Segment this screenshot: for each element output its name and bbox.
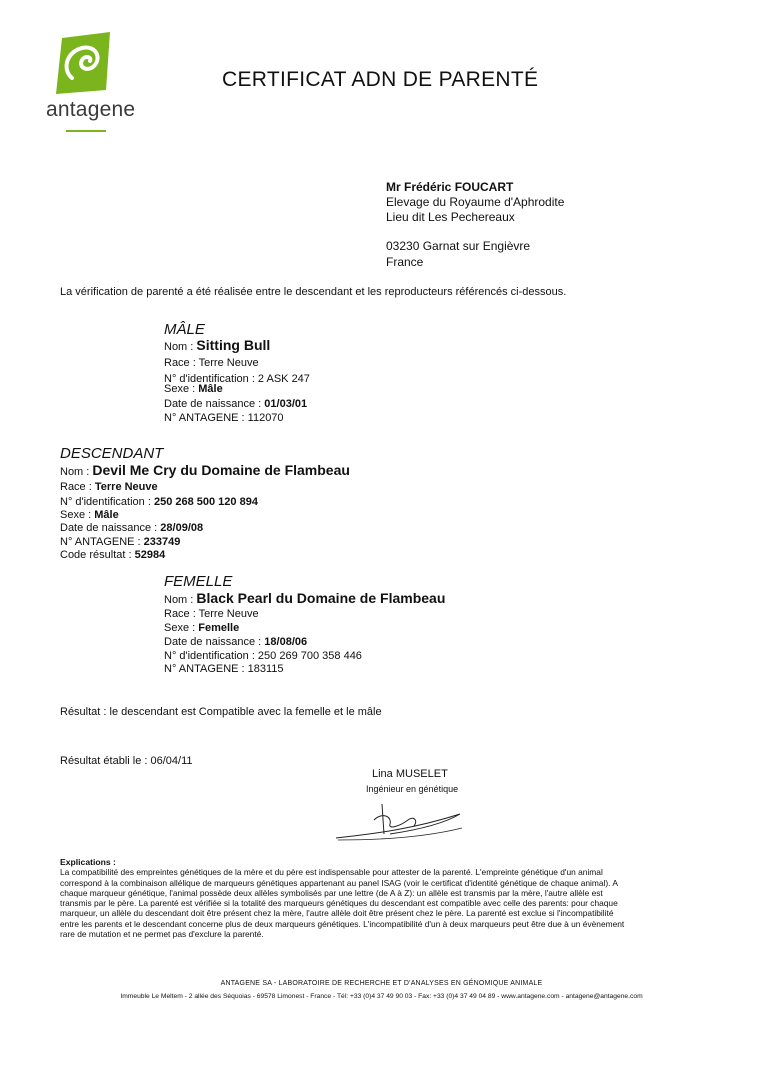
recipient-line3: 03230 Garnat sur Engièvre	[386, 239, 531, 253]
descendant-name-row	[60, 462, 350, 480]
signer-role: Ingénieur en génétique	[366, 784, 459, 794]
female-race: Race : Terre Neuve	[164, 608, 259, 620]
female-antagene: N° ANTAGENE : 183115	[164, 663, 284, 675]
explanations-line: chaque marqueur génétique, l'animal possède deux allèles symbolisés par une lettre (de A à Z): un allèle est transmis par la mère, l'autre allèle est	[60, 887, 603, 898]
male-race: Race : Terre Neuve	[164, 357, 259, 369]
male-name-row	[164, 337, 270, 355]
descendant-race-label: Race :	[60, 481, 92, 493]
male-ident: N° d'identification : 2 ASK 247	[164, 373, 310, 385]
recipient-line2: Lieu dit Les Pechereaux	[386, 210, 515, 224]
logo-wordmark	[46, 98, 135, 122]
female-name: Black Pearl du Domaine de Flambeau	[196, 590, 446, 606]
female-dob: 18/08/06	[264, 636, 308, 648]
descendant-race: Terre Neuve	[94, 481, 158, 493]
logo-text-suffix: gene	[87, 98, 136, 121]
explanations-line: La compatibilité des empreintes génétiques de la mère et du père est indispensable pour attester de la parenté. L'empreinte génétique d'un animal	[60, 867, 603, 878]
male-antagene: N° ANTAGENE : 112070	[164, 412, 284, 424]
descendant-sexe-label: Sexe :	[60, 509, 92, 521]
footer-address: Immeuble Le Meltem - 2 allée des Séquoias - 69578 Limonest - France - Tél: +33 (0)4 37 49 90 03 - Fax: +33 (0)4 37 49 04 89 - www.antagene.com - antagene@antagene.com	[120, 993, 643, 1000]
explanations-line: transmis par le père. La parenté est vérifiée si la totalité des marqueurs génétiques du descendant est compatible avec celle des parents: pour chaque	[60, 898, 618, 909]
result-text: Résultat : le descendant est Compatible avec la femelle et le mâle	[60, 706, 382, 718]
signature-icon	[330, 790, 470, 850]
descendant-race-row	[60, 479, 158, 495]
explanations-block	[60, 857, 700, 939]
male-name: Sitting Bull	[196, 337, 271, 353]
logo-text-prefix: anta	[46, 98, 88, 121]
descendant-dob-label: Date de naissance :	[60, 522, 158, 534]
female-sexe-label: Sexe :	[164, 622, 196, 634]
antagene-logo	[38, 30, 138, 140]
explanations-line: marqueur, un allèle du descendant doit être présent chez la mère, l'autre allèle doit être présent chez le père. La parenté est exclue si l'incompatibilité	[60, 908, 614, 919]
descendant-code-label: Code résultat :	[60, 549, 132, 561]
female-name-label: Nom :	[164, 594, 194, 606]
male-sexe: Mâle	[198, 383, 223, 395]
descendant-name-label: Nom :	[60, 466, 90, 478]
recipient-line1: Elevage du Royaume d'Aphrodite	[386, 195, 565, 209]
intro-text: La vérification de parenté a été réalisée entre le descendant et les reproducteurs référencés ci-dessous.	[60, 286, 567, 298]
signer-name: Lina MUSELET	[372, 768, 448, 780]
explanations-title: Explications :	[60, 857, 116, 867]
descendant-name: Devil Me Cry du Domaine de Flambeau	[92, 462, 350, 478]
descendant-antagene: 233749	[143, 536, 181, 548]
explanations-line: rare de mutation et ne permet pas d'exclure la parenté.	[60, 929, 264, 940]
footer-company: ANTAGENE SA - LABORATOIRE DE RECHERCHE ET D'ANALYSES EN GÉNOMIQUE ANIMALE	[220, 980, 543, 987]
male-sexe-label: Sexe :	[164, 383, 196, 395]
male-name-label: Nom :	[164, 341, 194, 353]
logo-underline	[66, 130, 106, 132]
antagene-logo-mark-icon	[52, 30, 116, 96]
explanations-line: correspond à la combinaison allélique de marqueurs génétiques appartenant au panel ISAG (voir le certificat d'identité génétique de chaque animal). A	[60, 877, 618, 888]
page-title: CERTIFICAT ADN DE PARENTÉ	[222, 68, 539, 91]
male-dob: 01/03/01	[264, 398, 308, 410]
male-heading: MÂLE	[164, 321, 205, 338]
descendant-ident: 250 268 500 120 894	[153, 496, 258, 508]
descendant-heading: DESCENDANT	[60, 445, 164, 462]
descendant-dob: 28/09/08	[160, 522, 204, 534]
descendant-sexe: Mâle	[94, 509, 119, 521]
descendant-ident-label: N° d'identification :	[60, 496, 151, 508]
male-dob-label: Date de naissance :	[164, 398, 262, 410]
female-dob-label: Date de naissance :	[164, 636, 262, 648]
female-sexe: Femelle	[198, 622, 240, 634]
recipient-line4: France	[386, 255, 424, 269]
explanations-line: entre les parents et le descendant concerne plus de deux marqueurs génétiques. L'incompatibilité d'un à deux marqueurs peut être due à un évènement	[60, 918, 625, 929]
established-date: Résultat établi le : 06/04/11	[60, 755, 193, 767]
descendant-code-row	[60, 547, 165, 563]
female-ident: N° d'identification : 250 269 700 358 446	[164, 650, 362, 662]
recipient-name: Mr Frédéric FOUCART	[386, 180, 514, 194]
descendant-antagene-label: N° ANTAGENE :	[60, 536, 141, 548]
male-sexe-row	[164, 381, 223, 397]
female-heading: FEMELLE	[164, 573, 233, 590]
descendant-code: 52984	[134, 549, 166, 561]
